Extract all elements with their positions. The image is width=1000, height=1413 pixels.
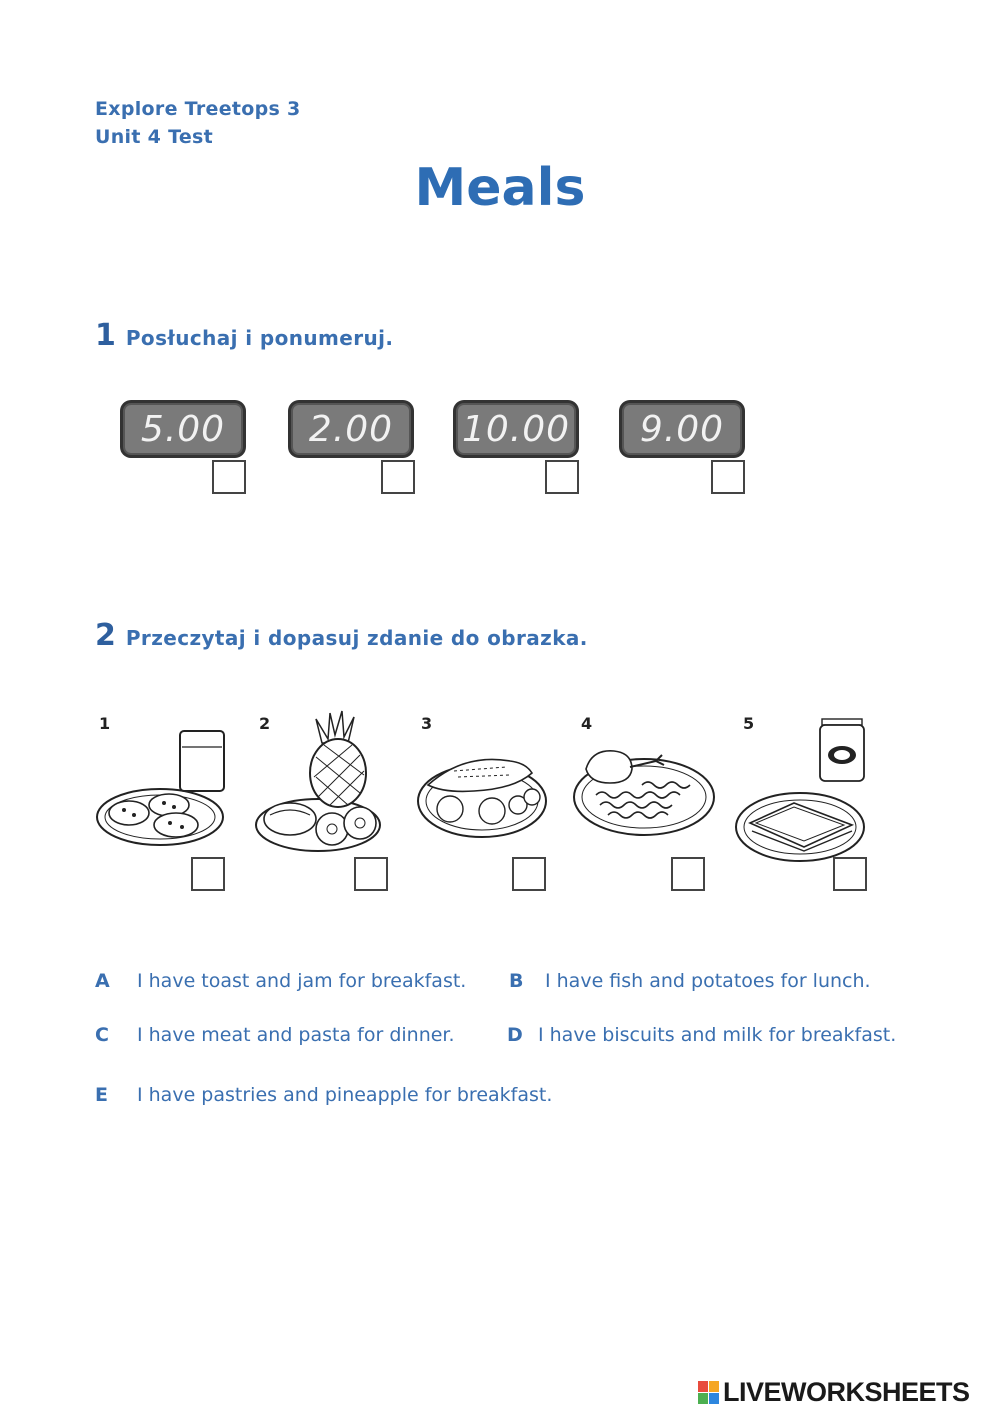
logo-mark-square [698, 1381, 708, 1392]
answer-box[interactable] [191, 857, 225, 891]
option-text: I have toast and jam for breakfast. [137, 970, 467, 992]
liveworksheets-logo [698, 1377, 970, 1408]
option-letter: B [509, 970, 524, 992]
option-d [507, 1024, 896, 1046]
task-2-number: 2 [95, 618, 116, 653]
answer-box[interactable] [833, 857, 867, 891]
clock-display [619, 400, 745, 458]
answer-box[interactable] [711, 460, 745, 494]
fish-and-potatoes-icon [414, 705, 554, 845]
option-letter: A [95, 970, 110, 992]
test-name: Unit 4 Test [95, 126, 214, 148]
logo-mark-square [698, 1393, 708, 1404]
option-text: I have biscuits and milk for breakfast. [538, 1024, 897, 1046]
clock-time: 10.00 [456, 403, 576, 455]
clock-time: 2.00 [291, 403, 411, 455]
answer-box[interactable] [671, 857, 705, 891]
logo-text: LIVEWORKSHEETS [723, 1377, 970, 1407]
answer-box[interactable] [512, 857, 546, 891]
option-e [95, 1084, 552, 1106]
option-text: I have fish and potatoes for lunch. [545, 970, 871, 992]
answer-box[interactable] [212, 460, 246, 494]
page-title: Meals [414, 158, 586, 218]
clock-display [288, 400, 414, 458]
option-b [509, 970, 871, 992]
option-text: I have pastries and pineapple for breakfast. [137, 1084, 553, 1106]
option-letter: E [95, 1084, 108, 1106]
option-letter: D [507, 1024, 523, 1046]
clock-time: 5.00 [123, 403, 243, 455]
answer-box[interactable] [545, 460, 579, 494]
pastries-and-pineapple-icon [252, 705, 387, 855]
clock-time: 9.00 [622, 403, 742, 455]
picture-number: 5 [743, 714, 755, 733]
option-text: I have meat and pasta for dinner. [137, 1024, 455, 1046]
logo-mark-square [709, 1381, 719, 1392]
biscuits-and-milk-icon [94, 705, 229, 850]
picture-number: 2 [259, 714, 271, 733]
task-2-instruction: Przeczytaj i dopasuj zdanie do obrazka. [125, 626, 588, 650]
logo-mark-icon [698, 1381, 719, 1404]
option-c [95, 1024, 455, 1046]
picture-number: 4 [581, 714, 593, 733]
meat-and-pasta-icon [572, 705, 717, 845]
book-title: Explore Treetops 3 [95, 98, 301, 120]
task-1-number: 1 [95, 318, 116, 353]
clock-display [120, 400, 246, 458]
picture-number: 3 [421, 714, 433, 733]
toast-and-jam-icon [734, 705, 869, 865]
picture-number: 1 [99, 714, 111, 733]
answer-box[interactable] [381, 460, 415, 494]
task-1-heading [95, 318, 393, 353]
task-2-heading [95, 618, 588, 653]
clock-display [453, 400, 579, 458]
answer-box[interactable] [354, 857, 388, 891]
logo-mark-square [709, 1393, 719, 1404]
task-1-instruction: Posłuchaj i ponumeruj. [125, 326, 394, 350]
option-letter: C [95, 1024, 109, 1046]
option-a [95, 970, 466, 992]
